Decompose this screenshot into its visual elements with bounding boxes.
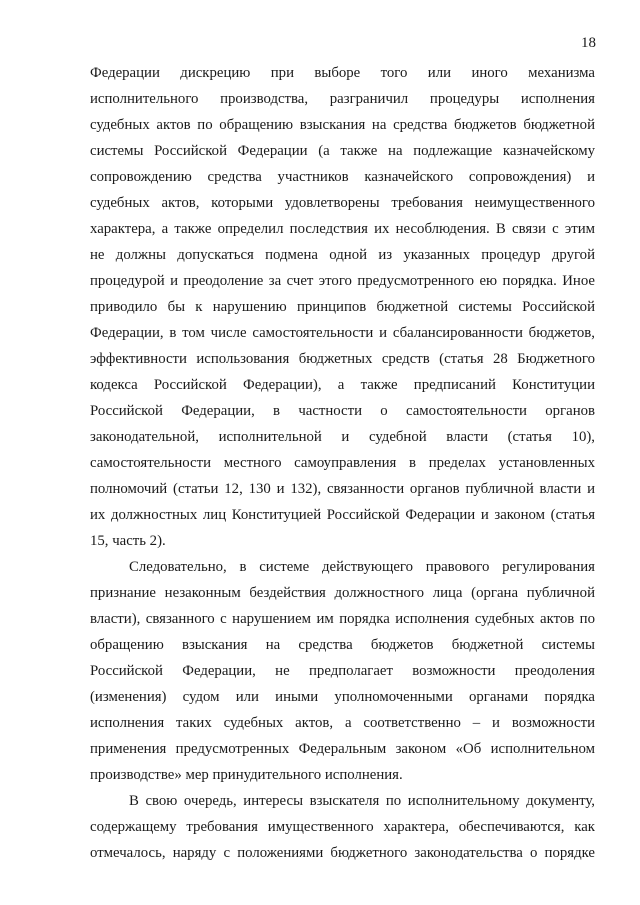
text-line: признание незаконным бездействия должностного лица (органа публичной bbox=[90, 585, 595, 601]
text-line: Федерации дискрецию при выборе того или иного механизма bbox=[90, 65, 595, 81]
text-line: приводило бы к нарушению принципов бюджетной системы Российской bbox=[90, 299, 595, 315]
text-line: не должны допускаться подмена одной из указанных процедур другой bbox=[90, 247, 595, 263]
text-line: отмечалось, наряду с положениями бюджетного законодательства о порядке bbox=[90, 845, 595, 861]
text-line: содержащему требования имущественного характера, обеспечиваются, как bbox=[90, 819, 595, 835]
text-line: В свою очередь, интересы взыскателя по исполнительному документу, bbox=[129, 793, 595, 809]
document-body bbox=[90, 60, 595, 866]
text-line: их должностных лиц Конституцией Российской Федерации и законом (статья bbox=[90, 507, 595, 523]
text-line: характера, а также определил последствия их несоблюдения. В связи с этим bbox=[90, 221, 595, 237]
page-number: 18 bbox=[581, 35, 596, 51]
text-line: власти), связанного с нарушением им порядка исполнения судебных актов по bbox=[90, 611, 595, 627]
paragraph-2 bbox=[90, 554, 595, 788]
text-line: обращению взыскания на средства бюджетов бюджетной системы bbox=[90, 637, 595, 653]
text-line: Федерации, в том числе самостоятельности и сбалансированности бюджетов, bbox=[90, 325, 595, 341]
text-line: системы Российской Федерации (а также на подлежащие казначейскому bbox=[90, 143, 595, 159]
text-line: кодекса Российской Федерации), а также предписаний Конституции bbox=[90, 377, 595, 393]
text-line: Российской Федерации, не предполагает возможности преодоления bbox=[90, 663, 595, 679]
text-line: судебных актов по обращению взыскания на средства бюджетов бюджетной bbox=[90, 117, 595, 133]
text-line: производстве» мер принудительного исполнения. bbox=[90, 767, 403, 783]
paragraph-1 bbox=[90, 60, 595, 554]
text-line: исполнительного производства, разграничил процедуры исполнения bbox=[90, 91, 595, 107]
paragraph-3 bbox=[90, 788, 595, 866]
text-line: полномочий (статьи 12, 130 и 132), связанности органов публичной власти и bbox=[90, 481, 595, 497]
text-line: эффективности использования бюджетных средств (статья 28 Бюджетного bbox=[90, 351, 595, 367]
text-line: судебных актов, которыми удовлетворены требования неимущественного bbox=[90, 195, 595, 211]
text-line: (изменения) судом или иными уполномоченными органами порядка bbox=[90, 689, 595, 705]
text-line: сопровождению средства участников казначейского сопровождения) и bbox=[90, 169, 595, 185]
text-line: законодательной, исполнительной и судебной власти (статья 10), bbox=[90, 429, 595, 445]
text-line: применения предусмотренных Федеральным законом «Об исполнительном bbox=[90, 741, 595, 757]
text-line: Следовательно, в системе действующего правового регулирования bbox=[129, 559, 595, 575]
text-line: исполнения таких судебных актов, а соответственно – и возможности bbox=[90, 715, 595, 731]
text-line: самостоятельности местного самоуправления в пределах установленных bbox=[90, 455, 595, 471]
text-line: Российской Федерации, в частности о самостоятельности органов bbox=[90, 403, 595, 419]
text-line: 15, часть 2). bbox=[90, 533, 166, 549]
text-line: процедурой и преодоление за счет этого предусмотренного ею порядка. Иное bbox=[90, 273, 595, 289]
